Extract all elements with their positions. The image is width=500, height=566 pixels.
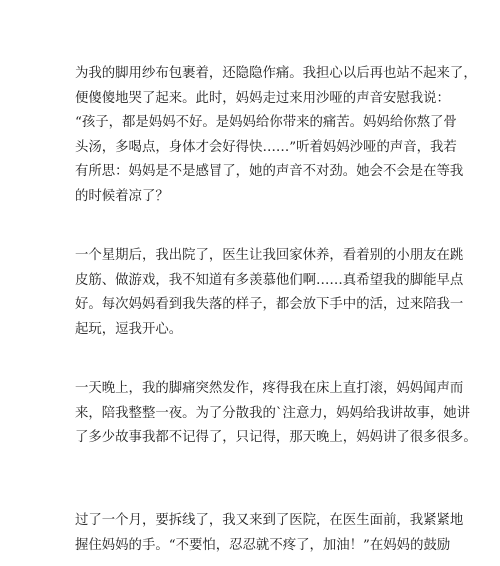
text-line: 了多少故事我都不记得了，只记得，那天晚上，妈妈讲了很多很多。: [75, 430, 477, 445]
paragraph-night-story: [75, 377, 477, 451]
text-line: 一天晚上，我的脚痛突然发作，疼得我在床上直打滚，妈妈闻声而: [75, 381, 464, 396]
text-line: 的时候着凉了？: [75, 188, 169, 204]
text-line: 握住妈妈的手。“不要怕，忍忍就不疼了，加油！”在妈妈的鼓励: [75, 537, 451, 553]
text-line: 皮筋、做游戏，我不知道有多羡慕他们啊……真希望我的脚能早点: [75, 272, 464, 288]
text-line: 便傻傻地哭了起来。此时，妈妈走过来用沙哑的声音安慰我说：: [75, 90, 450, 106]
text-line: 起玩，逗我开心。: [75, 321, 183, 337]
text-line: 好。每次妈妈看到我失落的样子，都会放下手中的活，过来陪我一: [75, 297, 464, 312]
text-line: 有所思：妈妈是不是感冒了，她的声音不对劲。她会不会是在等我: [75, 164, 464, 179]
text-line: 头汤，多喝点，身体才会好得快……”听着妈妈沙哑的声音，我若: [75, 139, 457, 155]
text-line: 来，陪我整整一夜。为了分散我的`注意力，妈妈给我讲故事，她讲: [75, 405, 471, 421]
text-line: 一个星期后，我出院了，医生让我回家休养，看着别的小朋友在跳: [75, 248, 464, 263]
text-line: 过了一个月，要拆线了，我又来到了医院，在医生面前，我紧紧地: [75, 513, 464, 528]
paragraph-hospital-comfort: [75, 62, 477, 209]
text-line: “孩子，都是妈妈不好。是妈妈给你带来的痛苦。妈妈给你熬了骨: [75, 115, 457, 130]
text-line: 为我的脚用纱布包裹着，还隐隐作痛。我担心以后再也站不起来了，: [75, 66, 477, 81]
paragraph-discharge: [75, 244, 464, 342]
paragraph-stitches-removal: [75, 509, 464, 558]
